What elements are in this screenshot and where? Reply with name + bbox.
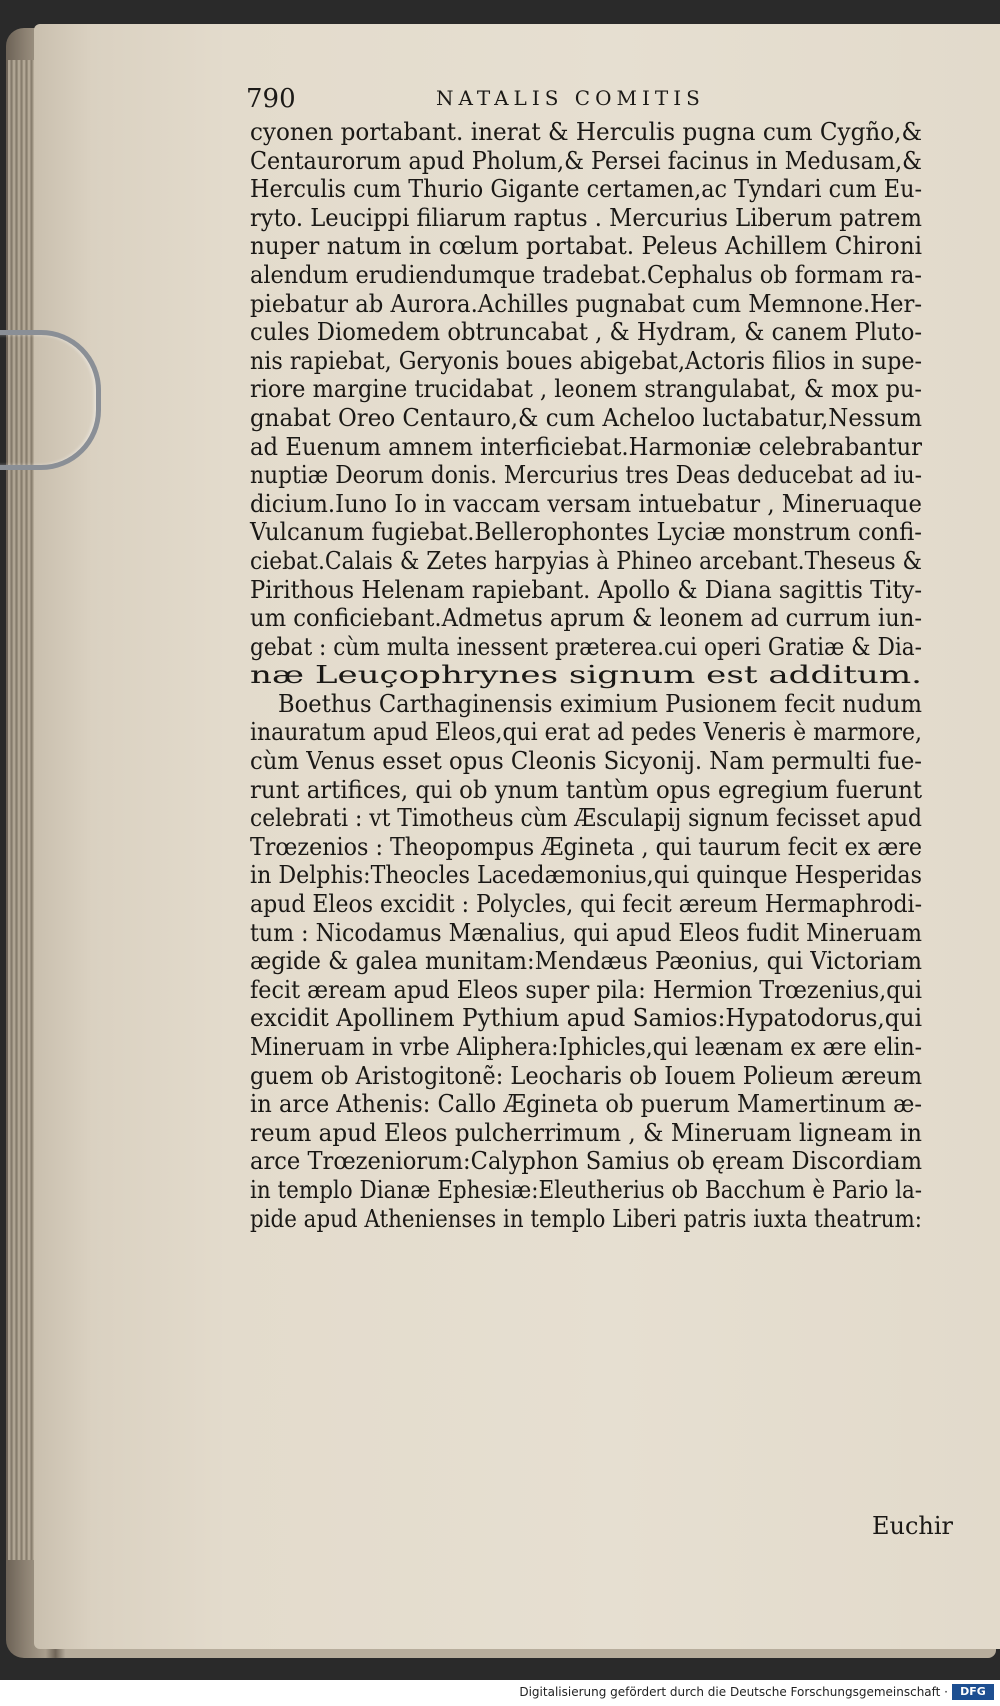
text-line: ryto. Leucippi filiarum raptus . Mercurius Liberum patrem	[250, 203, 922, 232]
page-clip	[0, 330, 101, 470]
text-line: reum apud Eleos pulcherrimum , & Mineruam ligneam in	[250, 1118, 922, 1147]
text-line: fecit æream apud Eleos super pila: Hermion Trœzenius,qui	[250, 975, 922, 1004]
text-line: guem ob Aristogitonẽ: Leocharis ob Iouem Polieum æreum	[250, 1061, 922, 1090]
text-line: apud Eleos excidit : Polycles, qui fecit æreum Hermaphrodi-	[250, 890, 922, 919]
text-line: runt artifices, qui ob ynum tantùm opus egregium fuerunt	[250, 775, 922, 804]
text-line: piebatur ab Aurora.Achilles pugnabat cum Memnone.Her-	[250, 289, 922, 318]
text-line: riore margine trucidabat , leonem strangulabat, & mox pu-	[250, 375, 922, 404]
text-line: inauratum apud Eleos,qui erat ad pedes Veneris è marmore,	[250, 718, 922, 747]
running-head: NATALIS COMITIS	[436, 86, 705, 110]
text-line: næ Leuçophrynes signum est additum.	[250, 661, 922, 690]
text-line: Centaurorum apud Pholum,& Persei facinus in Medusam,&	[250, 146, 922, 175]
text-line: um conficiebant.Admetus aprum & leonem ad currum iun-	[250, 604, 922, 633]
text-line: Boethus Carthaginensis eximium Pusionem fecit nudum	[278, 689, 922, 718]
footer-credit: Digitalisierung gefördert durch die Deutsche Forschungsgemeinschaft ·	[519, 1685, 948, 1699]
paragraph-2	[250, 690, 930, 1233]
text-line: cùm Venus esset opus Cleonis Sicyonij. Nam permulti fue-	[250, 747, 922, 776]
text-line: tum : Nicodamus Mænalius, qui apud Eleos fudit Mineruam	[250, 918, 922, 947]
paragraph-1	[250, 118, 930, 690]
text-line: Mineruam in vrbe Aliphera:Iphicles,qui leænam ex ære elin-	[250, 1033, 922, 1061]
dfg-logo: DFG	[952, 1684, 994, 1700]
text-line: ciebat.Calais & Zetes harpyias à Phineo arcebant.Theseus &	[250, 546, 922, 575]
catchword: Euchir	[872, 1512, 954, 1540]
page-header	[246, 84, 756, 118]
text-line: celebrati : vt Timotheus cùm Æsculapij signum fecisset apud	[250, 804, 922, 833]
text-line: gnabat Oreo Centauro,& cum Acheloo luctabatur,Nessum	[250, 403, 922, 432]
text-line: Trœzenios : Theopompus Ægineta , qui taurum fecit ex ære	[250, 832, 922, 861]
text-line: nis rapiebat, Geryonis boues abigebat,Actoris filios in supe-	[250, 346, 922, 375]
page-number: 790	[246, 84, 296, 114]
text-line: pide apud Athenienses in templo Liberi patris iuxta theatrum:	[250, 1204, 922, 1233]
text-line: Vulcanum fugiebat.Bellerophontes Lyciæ monstrum confi-	[250, 518, 922, 547]
text-line: nuptiæ Deorum donis. Mercurius tres Deas deducebat ad iu-	[250, 461, 922, 490]
text-line: in templo Dianæ Ephesiæ:Eleutherius ob Bacchum è Pario la-	[250, 1175, 922, 1204]
text-line: in arce Athenis: Callo Ægineta ob puerum Mamertinum æ-	[250, 1090, 922, 1119]
text-line: in Delphis:Theocles Lacedæmonius,qui quinque Hesperidas	[250, 861, 922, 890]
text-line: Herculis cum Thurio Gigante certamen,ac Tyndari cum Eu-	[250, 175, 922, 204]
text-line: dicium.Iuno Io in vaccam versam intuebatur , Mineruaque	[250, 489, 922, 518]
page-stack	[8, 60, 34, 1560]
text-line: cyonen portabant. inerat & Herculis pugna cum Cygño,&	[250, 118, 922, 146]
text-line: Pirithous Helenam rapiebant. Apollo & Diana sagittis Tity-	[250, 575, 922, 604]
text-line: ad Euenum amnem interficiebat.Harmoniæ celebrabantur	[250, 432, 922, 461]
text-line: excidit Apollinem Pythium apud Samios:Hypatodorus,qui	[250, 1004, 922, 1033]
text-line: alendum erudiendumque tradebat.Cephalus ob formam ra-	[250, 260, 922, 289]
text-line: arce Trœzeniorum:Calyphon Samius ob ęream Discordiam	[250, 1147, 922, 1176]
text-line: cules Diomedem obtruncabat , & Hydram, & canem Pluto-	[250, 318, 922, 347]
text-line: ægide & galea munitam:Mendæus Pæonius, qui Victoriam	[250, 947, 922, 976]
text-line: nuper natum in cœlum portabat. Peleus Achillem Chironi	[250, 232, 922, 261]
text-block	[250, 118, 930, 1233]
text-line: gebat : cùm multa inessent præterea.cui operi Gratiæ & Dia-	[250, 632, 922, 661]
